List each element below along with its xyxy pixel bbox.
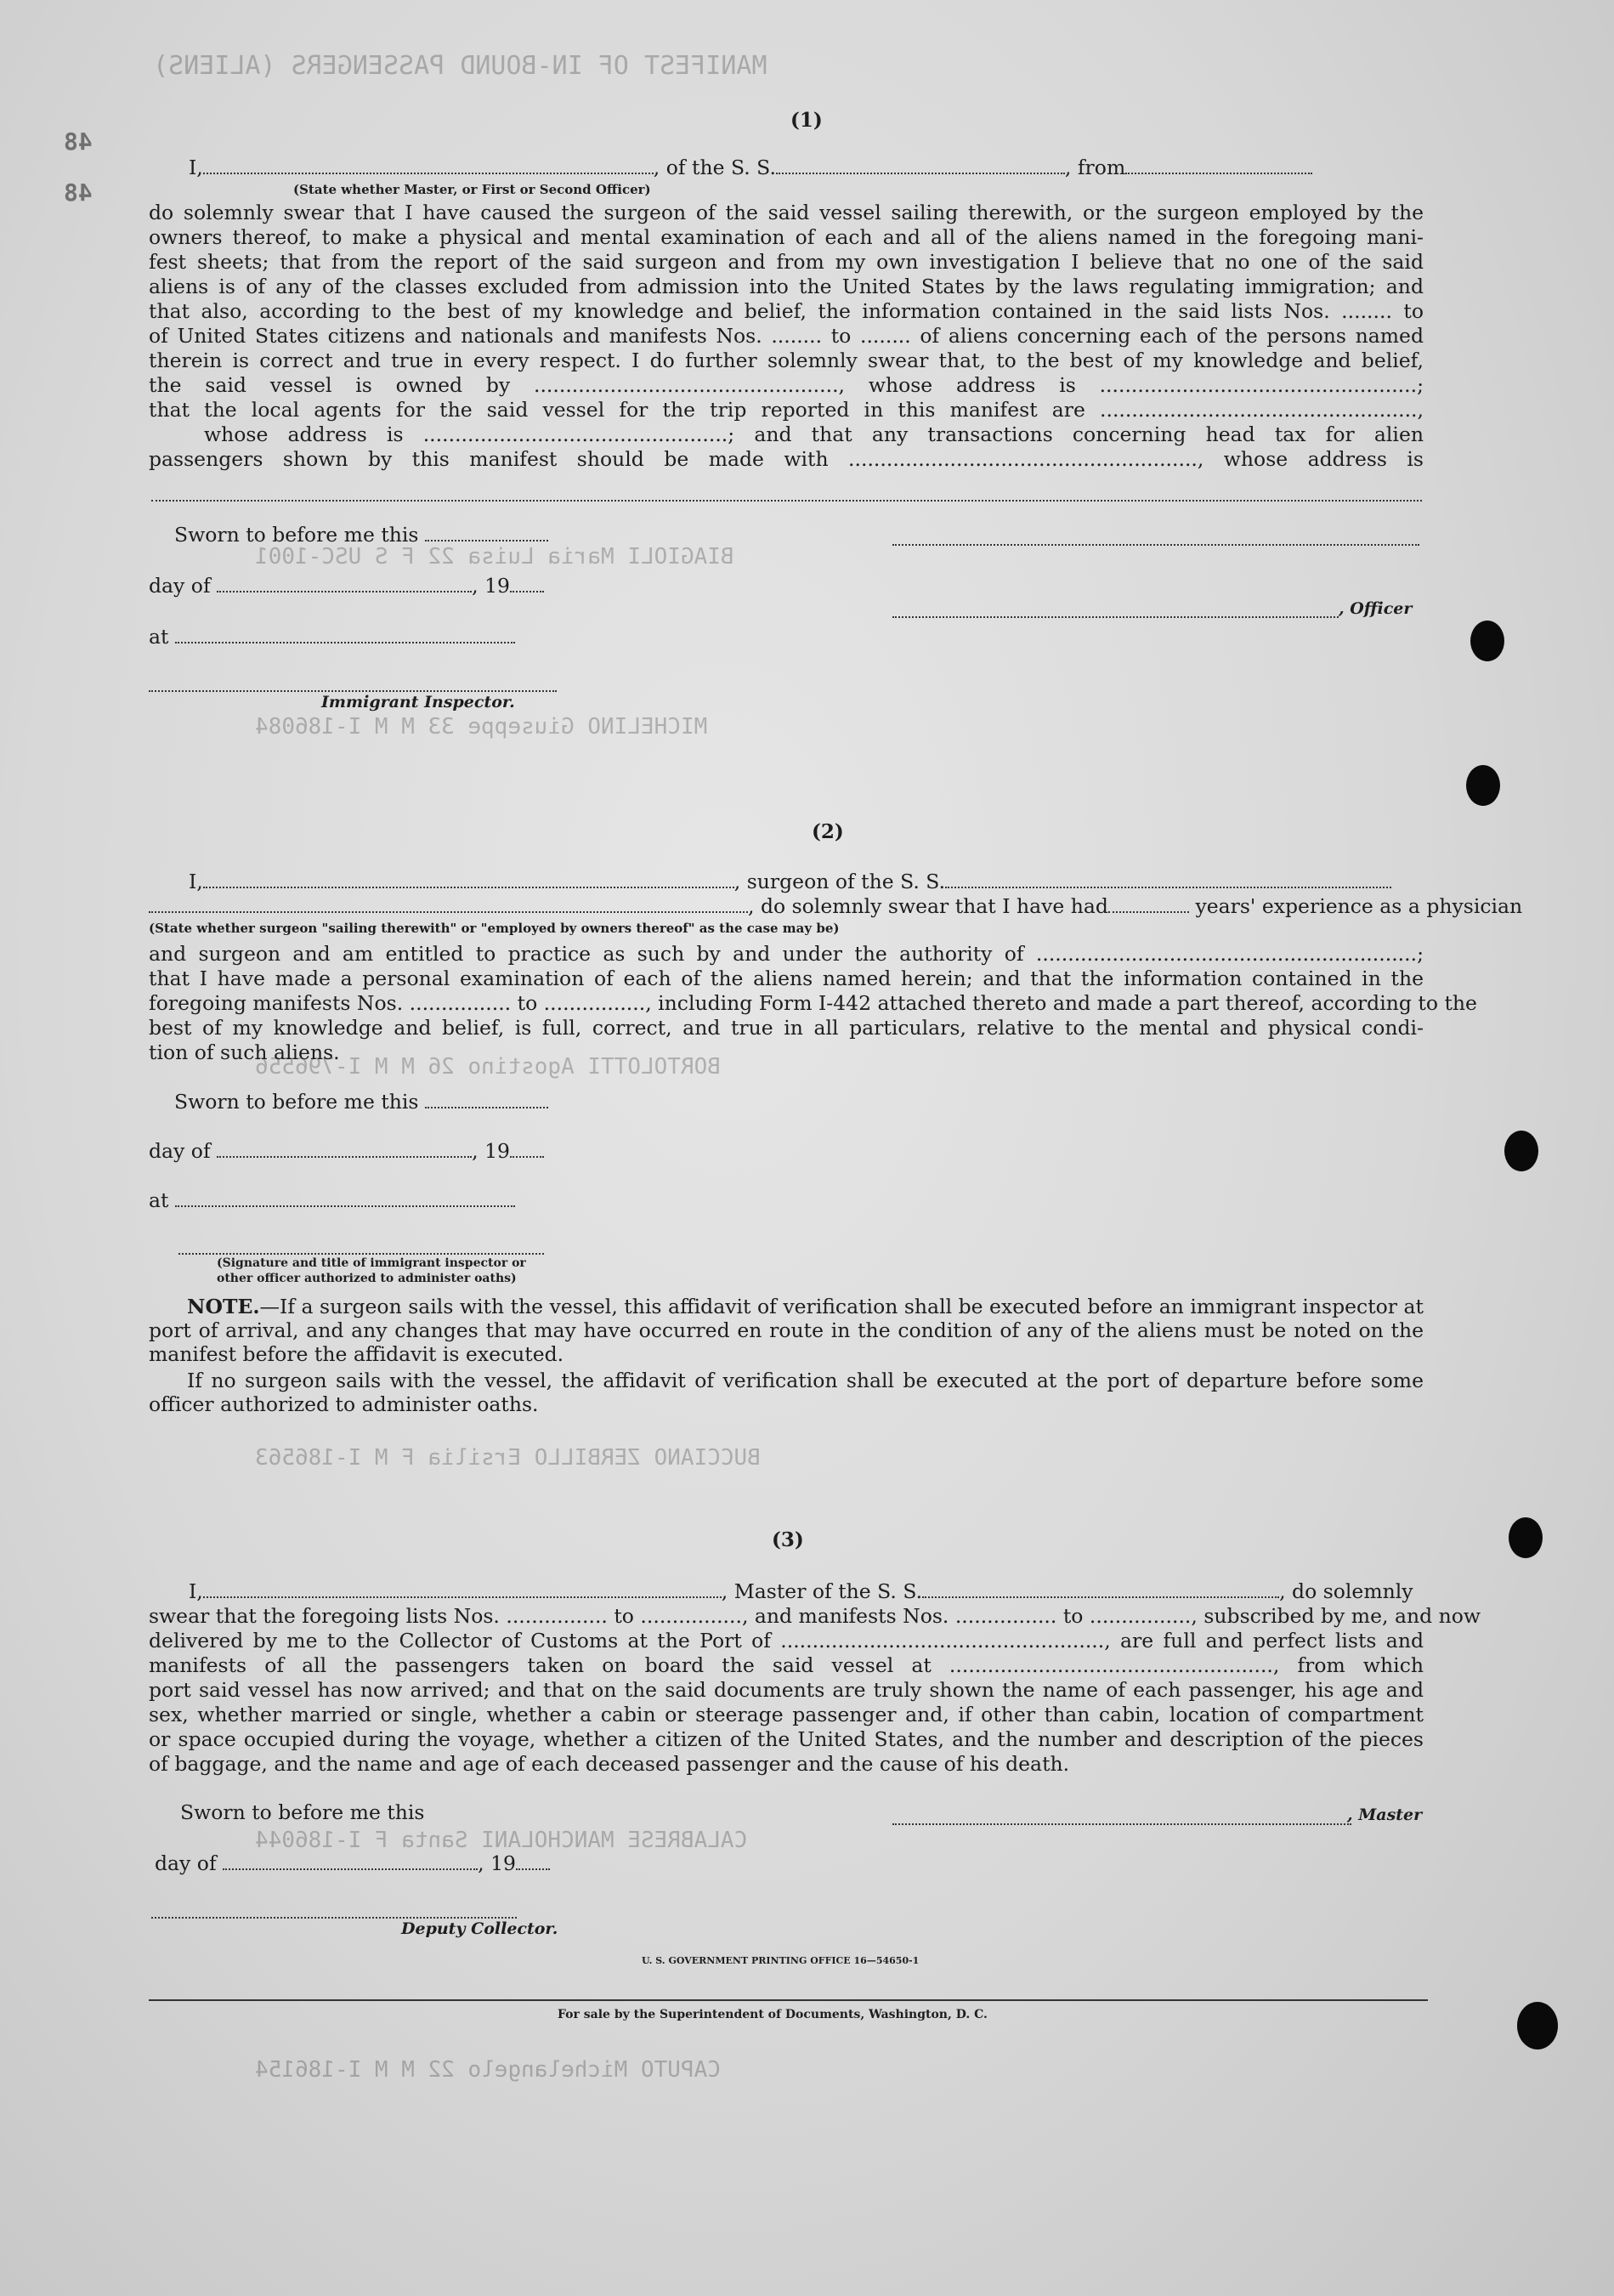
note-paragraph-2: If no surgeon sails with the vessel, the affidavit of verification shall be executed at the port of departure before some officer authorized to administer oaths. [149,1369,1424,1416]
printing-office-line: U. S. GOVERNMENT PRINTING OFFICE 16—54650-1 [642,1955,920,1966]
punch-hole [1509,1517,1543,1558]
master-name-field[interactable] [203,1581,722,1598]
punch-hole [1470,621,1504,661]
para3-line: manifests of all the passengers taken on board the said vessel at ..................................................., from which [149,1653,1424,1677]
years-field[interactable] [1108,896,1189,913]
para1-line: whose address is ................................................; and that any transactions concerning head tax for alien [204,422,1424,446]
bleed-through-text: CALABRESE MANCHOLANI Santa F I-186044 [255,1828,748,1853]
bleed-through-text: BUCCIANO ZERBILLO Ersilia F M I-186563 [255,1445,761,1471]
para2-line: tion of such aliens. [149,1040,340,1064]
section-2-second-line: , do solemnly swear that I have had years' experience as a physician [149,894,1424,918]
section-3-sworn: Sworn to before me this [180,1800,425,1824]
master-vessel-field[interactable] [922,1581,1279,1598]
officer-sig-rule[interactable] [892,544,1419,546]
para1-line: therein is correct and true in every respect. I do further solemnly swear that, to the best of my knowledge and belief, [149,349,1424,372]
note-label: NOTE. [187,1295,260,1318]
section-3-opening-line: I, , Master of the S. S. , do solemnly [189,1579,1413,1603]
bleed-through-text: CAPUTO Michelangelo 22 M M I-186154 [255,2057,721,2083]
section-3-number: (3) [772,1528,804,1551]
sailing-field[interactable] [149,896,748,913]
master-label: , Master [1347,1806,1423,1824]
i-label: I, [189,156,203,179]
section-2-sworn: Sworn to before me this [174,1090,599,1114]
bleed-through-text: MICHELINO Giuseppe 33 M M I-186084 [255,714,708,740]
address-rule[interactable] [151,500,1422,502]
para1-line: that also, according to the best of my knowledge and belief, the information contained in the said lists Nos. ........ to [149,299,1424,323]
signature-note-1: (Signature and title of immigrant inspector or [217,1256,526,1270]
section-3-day-of: day of , 19 [155,1851,580,1875]
punch-hole [1504,1131,1538,1171]
officer-rule[interactable] [892,616,1339,618]
of-ss-label: , of the S. S. [653,156,776,179]
bleed-through-text: BIAGIOLI Maria Luisa 22 F S USC-1001 [255,544,734,570]
deputy-collector-label: Deputy Collector. [401,1919,558,1938]
surgeon-vessel-field[interactable] [945,871,1391,888]
footer-rule [149,1999,1428,2001]
signature-rule[interactable] [178,1253,544,1255]
section-1-at: at [149,625,574,649]
surgeon-note: (State whether surgeon "sailing therewith" or "employed by owners thereof" as the case may be) [149,921,840,936]
para3-line: swear that the foregoing lists Nos. ................ to ................, and manifests Nos. ................ to ................, subscribed by me, and now [149,1604,1481,1628]
section-1-day-of: day of , 19 [149,574,574,598]
section-2-day-of: day of , 19 [149,1139,574,1163]
at-field-2[interactable] [175,1190,515,1207]
para1-line: fest sheets; that from the report of the said surgeon and from my own investigation I believe that no one of the said [149,250,1424,274]
year-field-3[interactable] [516,1853,550,1870]
para2-line: best of my knowledge and belief, is full, correct, and true in all particulars, relative to the mental and physical condi- [149,1016,1424,1040]
para3-line: or space occupied during the voyage, whether a citizen of the United States, and the number and description of the pieces [149,1727,1424,1751]
surgeon-name-field[interactable] [203,871,734,888]
day-of-field-3[interactable] [223,1853,478,1870]
year-field-2[interactable] [510,1141,544,1158]
para1-line: owners thereof, to make a physical and mental examination of each and all of the aliens named in the foregoing mani- [149,225,1424,249]
para1-line: passengers shown by this manifest should be made with ......................................................., whose address is [149,447,1424,471]
bleed-through-text: MANIFEST OF IN-BOUND PASSENGERS (ALIENS) [153,51,767,81]
para1-line: aliens is of any of the classes excluded from admission into the United States by the laws regulating immigration; and [149,275,1424,298]
para2-line: that I have made a personal examination of each of the aliens named herein; and that the information contained in the [149,967,1424,990]
section-1-number: (1) [790,109,823,132]
para1-line: that the local agents for the said vessel for the trip reported in this manifest are .................................................., [149,398,1424,422]
bleed-through-margin: 48 [64,128,93,156]
immigrant-inspector-label: Immigrant Inspector. [321,693,515,711]
day-of-field[interactable] [217,575,472,592]
section-2-at: at [149,1188,574,1212]
para3-line: delivered by me to the Collector of Customs at the Port of ..................................................., are full and perfect lists and [149,1629,1424,1653]
para2-line: and surgeon and am entitled to practice as such by and under the authority of ............................................................; [149,942,1424,966]
year-field[interactable] [510,575,544,592]
para1-line: the said vessel is owned by ................................................, whose address is ..................................................; [149,373,1424,397]
master-sig-rule[interactable] [892,1823,1351,1825]
signature-note-2: other officer authorized to administer oaths) [217,1272,517,1285]
para2-line: foregoing manifests Nos. ................ to ................, including Form I-442 attached thereto and made a part thereof, according to the [149,991,1477,1015]
para3-line: sex, whether married or single, whether a cabin or steerage passenger and, if other than cabin, location of compartment [149,1703,1424,1726]
inspector-rule[interactable] [149,690,557,692]
officer-name-field[interactable] [203,157,654,174]
para3-line: port said vessel has now arrived; and that on the said documents are truly shown the name of each passenger, his age and [149,1678,1424,1702]
master-note: (State whether Master, or First or Second Officer) [293,182,651,197]
section-2-opening-line: I, , surgeon of the S. S. [189,870,1430,893]
para1-line: of United States citizens and nationals and manifests Nos. ........ to ........ of aliens concerning each of the persons named [149,324,1424,348]
para1-line: do solemnly swear that I have caused the surgeon of the said vessel sailing therewith, or the surgeon employed by the [149,201,1424,224]
day-of-field-2[interactable] [217,1141,472,1158]
officer-label: , Officer [1339,599,1413,618]
note-paragraph-1: NOTE.—If a surgeon sails with the vessel, this affidavit of verification shall be executed before an immigrant inspector at port of arrival, and any changes that may have occurred en route in the condition of any of the aliens must be noted on the manifest before the affidavit is executed. [149,1295,1424,1366]
from-port-field[interactable] [1125,157,1312,174]
sworn-day-field[interactable] [425,524,548,541]
bleed-through-margin: 48 [64,179,93,207]
footer-text: For sale by the Superintendent of Documents, Washington, D. C. [558,2008,988,2021]
section-1-opening-line [189,156,1430,179]
at-field[interactable] [175,626,515,643]
vessel-name-field[interactable] [776,157,1065,174]
bleed-through-text: BORTOLOTTI Agostino 26 M M I-796556 [255,1054,721,1080]
sworn-day-field-2[interactable] [425,1091,548,1108]
section-2-number: (2) [812,820,844,843]
from-label: , from [1064,156,1126,179]
para3-line: of baggage, and the name and age of each deceased passenger and the cause of his death. [149,1752,1070,1776]
punch-hole [1517,2002,1558,2049]
deputy-rule[interactable] [151,1917,517,1919]
punch-hole [1466,765,1500,806]
section-1-sworn: Sworn to before me this [174,523,599,547]
